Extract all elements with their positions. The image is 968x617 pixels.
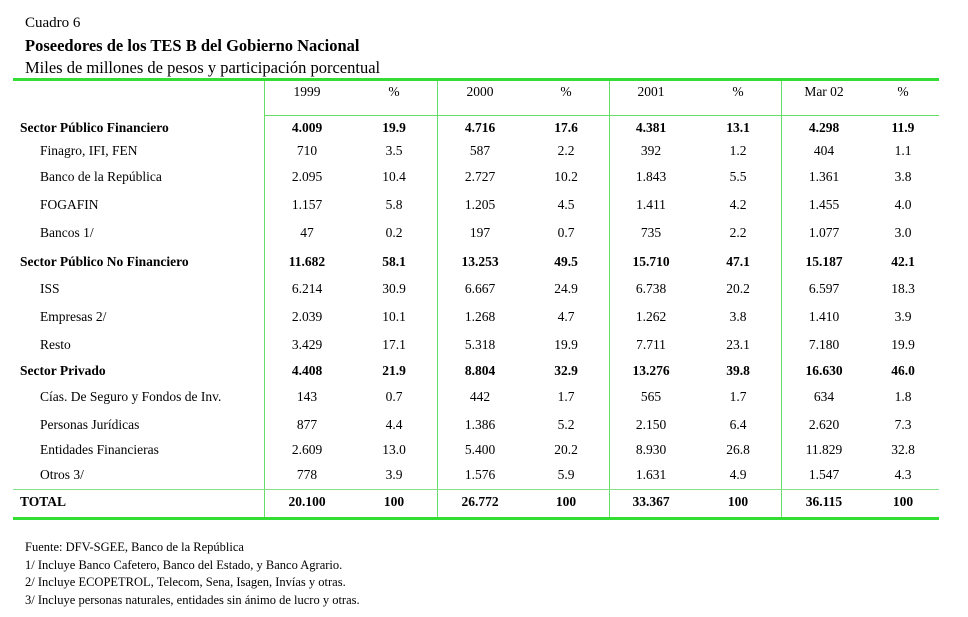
table-cell: 2.2 <box>729 225 747 240</box>
table-cell: 7.711 <box>636 337 666 352</box>
table-cell: 26.8 <box>726 442 750 457</box>
table-cell: 778 <box>296 467 318 482</box>
table-cell: 100 <box>892 494 914 509</box>
table-cell: 1.2 <box>729 143 747 158</box>
table-cell: 20.2 <box>726 281 750 296</box>
table-cell: 735 <box>640 225 662 240</box>
table-row <box>0 197 968 217</box>
table-cell: 565 <box>640 389 662 404</box>
table-cell: 16.630 <box>805 363 843 378</box>
table-cell: 49.5 <box>554 254 578 269</box>
row-label: Finagro, IFI, FEN <box>40 143 138 158</box>
table-cell: 1.547 <box>808 467 840 482</box>
table-cell: 6.4 <box>729 417 747 432</box>
table-cell: 26.772 <box>461 494 499 509</box>
table-cell: 1.455 <box>808 197 840 212</box>
table-cell: 587 <box>469 143 491 158</box>
table-cell: 5.9 <box>557 467 575 482</box>
table-cell: 3.5 <box>385 143 403 158</box>
table-cell: 13.0 <box>382 442 406 457</box>
table-cell: 0.7 <box>385 389 403 404</box>
table-cell: 1.361 <box>808 169 840 184</box>
table-cell: 2.620 <box>808 417 840 432</box>
table-cell: 4.9 <box>729 467 747 482</box>
table-cell: 1.1 <box>894 143 912 158</box>
table-cell: 100 <box>383 494 405 509</box>
table-row <box>0 389 968 409</box>
table-cell: 15.187 <box>805 254 843 269</box>
table-cell: 1.077 <box>808 225 840 240</box>
table-cell: 634 <box>813 389 835 404</box>
table-cell: 15.710 <box>632 254 670 269</box>
table-cell: 1.411 <box>636 197 666 212</box>
table-cell: 19.9 <box>891 337 915 352</box>
table-cell: 877 <box>296 417 318 432</box>
table-row <box>0 143 968 163</box>
table-cell: 1.386 <box>464 417 496 432</box>
table-cell: 13.1 <box>726 120 750 135</box>
table-cell: 13.276 <box>632 363 670 378</box>
table-cell: 10.1 <box>382 309 406 324</box>
table-cell: 1.157 <box>291 197 323 212</box>
column-header: 1999 <box>293 84 321 99</box>
table-cell: 710 <box>296 143 318 158</box>
table-row <box>0 417 968 437</box>
table-subtitle: Miles de millones de pesos y participación porcentual <box>25 58 381 77</box>
footnotes <box>25 539 360 609</box>
table-cell: 20.100 <box>288 494 326 509</box>
top-rule <box>13 78 939 81</box>
table-cell: 5.400 <box>464 442 496 457</box>
table-cell: 1.410 <box>808 309 840 324</box>
table-cell: 5.5 <box>729 169 747 184</box>
table-cell: 3.8 <box>894 169 912 184</box>
row-label: TOTAL <box>20 494 67 509</box>
column-header: % <box>560 84 572 99</box>
table-row <box>0 467 968 487</box>
column-header: % <box>897 84 909 99</box>
row-label: Personas Jurídicas <box>40 417 140 432</box>
footnote-1: 1/ Incluye Banco Cafetero, Banco del Estado, y Banco Agrario. <box>25 557 343 572</box>
table-cell: 8.804 <box>464 363 496 378</box>
table-row <box>0 225 968 245</box>
table-cell: 3.9 <box>894 309 912 324</box>
table-cell: 442 <box>469 389 491 404</box>
table-cell: 100 <box>727 494 749 509</box>
row-label: Resto <box>40 337 71 352</box>
table-cell: 17.6 <box>554 120 578 135</box>
table-cell: 1.7 <box>557 389 575 404</box>
row-label: Entidades Financieras <box>40 442 159 457</box>
row-label: Sector Público No Financiero <box>20 254 189 269</box>
table-cell: 18.3 <box>891 281 915 296</box>
table-cell: 3.0 <box>894 225 912 240</box>
table-number: Cuadro 6 <box>25 15 81 31</box>
table-cell: 4.4 <box>385 417 403 432</box>
table-cell: 1.8 <box>894 389 912 404</box>
table-row <box>0 309 968 329</box>
table-cell: 47.1 <box>726 254 750 269</box>
footnote-source: Fuente: DFV-SGEE, Banco de la República <box>25 540 244 554</box>
table-cell: 4.5 <box>557 197 575 212</box>
row-label: Empresas 2/ <box>40 309 107 324</box>
table-row <box>0 442 968 462</box>
table-cell: 4.408 <box>291 363 323 378</box>
table-cell: 30.9 <box>382 281 406 296</box>
table-cell: 32.8 <box>891 442 915 457</box>
table-cell: 11.682 <box>288 254 326 269</box>
row-label: Otros 3/ <box>40 467 84 482</box>
table-cell: 21.9 <box>382 363 406 378</box>
table-cell: 4.381 <box>635 120 667 135</box>
table-cell: 11.829 <box>805 442 843 457</box>
table-cell: 47 <box>300 225 314 240</box>
table-cell: 4.3 <box>894 467 912 482</box>
table-cell: 197 <box>469 225 491 240</box>
table-cell: 2.727 <box>464 169 496 184</box>
table-row <box>0 337 968 357</box>
row-label: Sector Privado <box>20 363 106 378</box>
column-header: % <box>388 84 400 99</box>
table-cell: 3.9 <box>385 467 403 482</box>
table-cell: 100 <box>555 494 577 509</box>
table-cell: 2.039 <box>291 309 323 324</box>
table-cell: 6.597 <box>808 281 840 296</box>
table-cell: 4.009 <box>291 120 323 135</box>
row-label: FOGAFIN <box>40 197 99 212</box>
table-title: Poseedores de los TES B del Gobierno Nacional <box>25 36 360 55</box>
table-row <box>0 169 968 189</box>
table-cell: 42.1 <box>891 254 915 269</box>
table-cell: 5.2 <box>557 417 575 432</box>
table-cell: 3.429 <box>291 337 323 352</box>
table-row <box>0 281 968 301</box>
row-label: Banco de la República <box>40 169 162 184</box>
row-label: ISS <box>40 281 60 296</box>
table-cell: 13.253 <box>461 254 499 269</box>
table-cell: 58.1 <box>382 254 406 269</box>
table-cell: 392 <box>640 143 662 158</box>
table-cell: 1.7 <box>729 389 747 404</box>
row-label: Sector Público Financiero <box>20 120 169 135</box>
table-cell: 11.9 <box>891 120 915 135</box>
header-divider <box>264 115 939 116</box>
table-cell: 4.298 <box>808 120 840 135</box>
row-label: Bancos 1/ <box>40 225 94 240</box>
table-cell: 33.367 <box>632 494 670 509</box>
table-cell: 1.631 <box>635 467 667 482</box>
table-header-row <box>0 84 968 104</box>
table-cell: 1.268 <box>464 309 496 324</box>
bottom-rule <box>13 517 939 520</box>
table-cell: 19.9 <box>382 120 406 135</box>
column-header: Mar 02 <box>804 84 844 99</box>
table-cell: 6.667 <box>464 281 496 296</box>
footnote-3: 3/ Incluye personas naturales, entidades sin ánimo de lucro y otras. <box>25 592 360 607</box>
table-cell: 2.609 <box>291 442 323 457</box>
table-cell: 23.1 <box>726 337 750 352</box>
table-cell: 2.150 <box>635 417 667 432</box>
table-cell: 8.930 <box>635 442 667 457</box>
table-cell: 1.843 <box>635 169 667 184</box>
table-cell: 6.738 <box>635 281 667 296</box>
column-header: 2001 <box>637 84 665 99</box>
column-header: % <box>732 84 744 99</box>
table-cell: 46.0 <box>891 363 915 378</box>
table-cell: 2.095 <box>291 169 323 184</box>
table-cell: 3.8 <box>729 309 747 324</box>
table-cell: 1.262 <box>635 309 667 324</box>
footnote-2: 2/ Incluye ECOPETROL, Telecom, Sena, Isagen, Invías y otras. <box>25 575 346 589</box>
total-divider <box>13 489 939 490</box>
table-cell: 10.2 <box>554 169 578 184</box>
table-cell: 4.0 <box>894 197 912 212</box>
table-cell: 1.576 <box>464 467 496 482</box>
table-cell: 32.9 <box>554 363 578 378</box>
table-cell: 404 <box>813 143 835 158</box>
table-cell: 20.2 <box>554 442 578 457</box>
table-cell: 4.2 <box>729 197 747 212</box>
table-row <box>0 120 968 140</box>
table-cell: 7.3 <box>894 417 912 432</box>
table-cell: 4.7 <box>557 309 575 324</box>
table-row <box>0 494 968 514</box>
table-cell: 17.1 <box>382 337 406 352</box>
table-cell: 24.9 <box>554 281 578 296</box>
table-cell: 143 <box>296 389 318 404</box>
table-cell: 1.205 <box>464 197 496 212</box>
table-cell: 6.214 <box>291 281 323 296</box>
table-row <box>0 254 968 274</box>
table-cell: 7.180 <box>808 337 840 352</box>
table-cell: 5.8 <box>385 197 403 212</box>
table-cell: 4.716 <box>464 120 496 135</box>
table-row <box>0 363 968 383</box>
table-cell: 36.115 <box>805 494 843 509</box>
table-cell: 0.2 <box>385 225 403 240</box>
table-cell: 19.9 <box>554 337 578 352</box>
row-label: Cías. De Seguro y Fondos de Inv. <box>40 389 222 404</box>
table-cell: 39.8 <box>726 363 750 378</box>
table-cell: 0.7 <box>557 225 575 240</box>
table-cell: 2.2 <box>557 143 575 158</box>
table-cell: 5.318 <box>464 337 496 352</box>
table-cell: 10.4 <box>382 169 406 184</box>
column-header: 2000 <box>466 84 494 99</box>
